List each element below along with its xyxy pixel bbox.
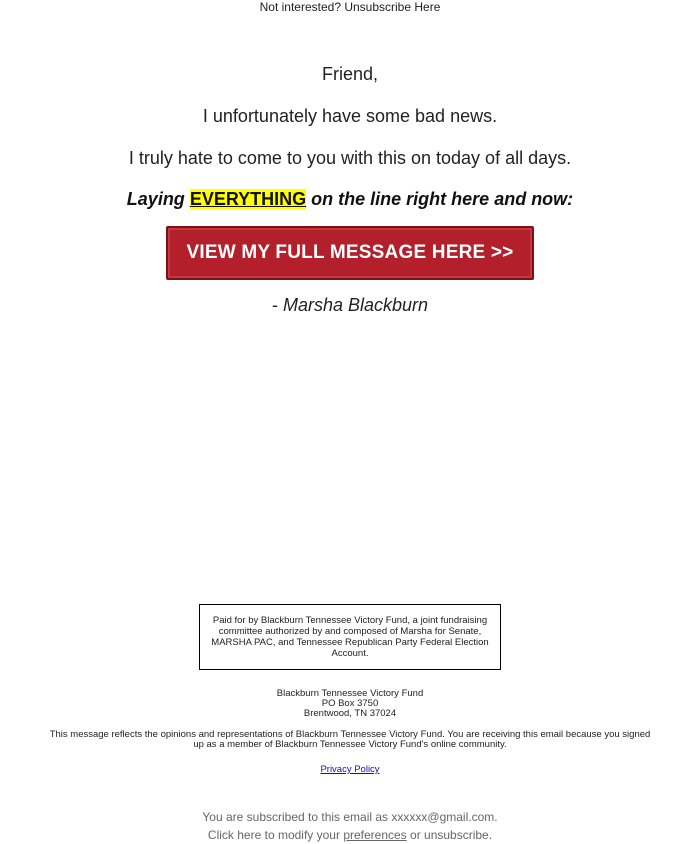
signature-dash: - xyxy=(271,295,283,315)
mailing-address xyxy=(0,689,700,719)
address-po-box: PO Box 3750 xyxy=(321,698,379,709)
signature xyxy=(0,294,700,316)
modify-before: Click here to modify your xyxy=(207,828,344,842)
modify-after: or unsubscribe. xyxy=(406,828,493,842)
modify-preferences-line xyxy=(0,826,700,844)
opinions-notice: This message reflects the opinions and representations of Blackburn Tennessee Victory Fund. You are receiving this email because you signed up as a member of Blackburn Tennessee Victory Fund's online community. xyxy=(49,729,651,750)
subscription-notice xyxy=(0,808,700,844)
privacy-policy-link[interactable]: Privacy Policy xyxy=(320,764,380,775)
headline-after: on the line right here and now: xyxy=(306,189,574,209)
view-full-message-button[interactable]: VIEW MY FULL MESSAGE HERE >> xyxy=(166,226,534,280)
address-city: Brentwood, TN 37024 xyxy=(303,708,397,719)
privacy-policy-row xyxy=(0,764,700,776)
signature-name: Marsha Blackburn xyxy=(282,295,429,315)
unsubscribe-link[interactable]: Not interested? Unsubscribe Here xyxy=(259,0,441,14)
address-org: Blackburn Tennessee Victory Fund xyxy=(276,688,424,699)
headline-highlight: EVERYTHING xyxy=(189,189,307,209)
preferences-link[interactable]: preferences xyxy=(343,828,407,842)
subscribed-email-line: You are subscribed to this email as xxxxxx@gmail.com. xyxy=(202,810,498,824)
bad-news-line: I unfortunately have some bad news. xyxy=(202,106,498,126)
paid-for-disclaimer: Paid for by Blackburn Tennessee Victory Fund, a joint fundraising committee authorized by and composed of Marsha for Senate, MARSHA PAC, and Tennessee Republican Party Federal Election Account. xyxy=(199,604,501,670)
headline xyxy=(0,188,700,210)
headline-before: Laying xyxy=(126,189,190,209)
greeting: Friend, xyxy=(321,64,379,84)
hate-line: I truly hate to come to you with this on today of all days. xyxy=(128,148,572,168)
